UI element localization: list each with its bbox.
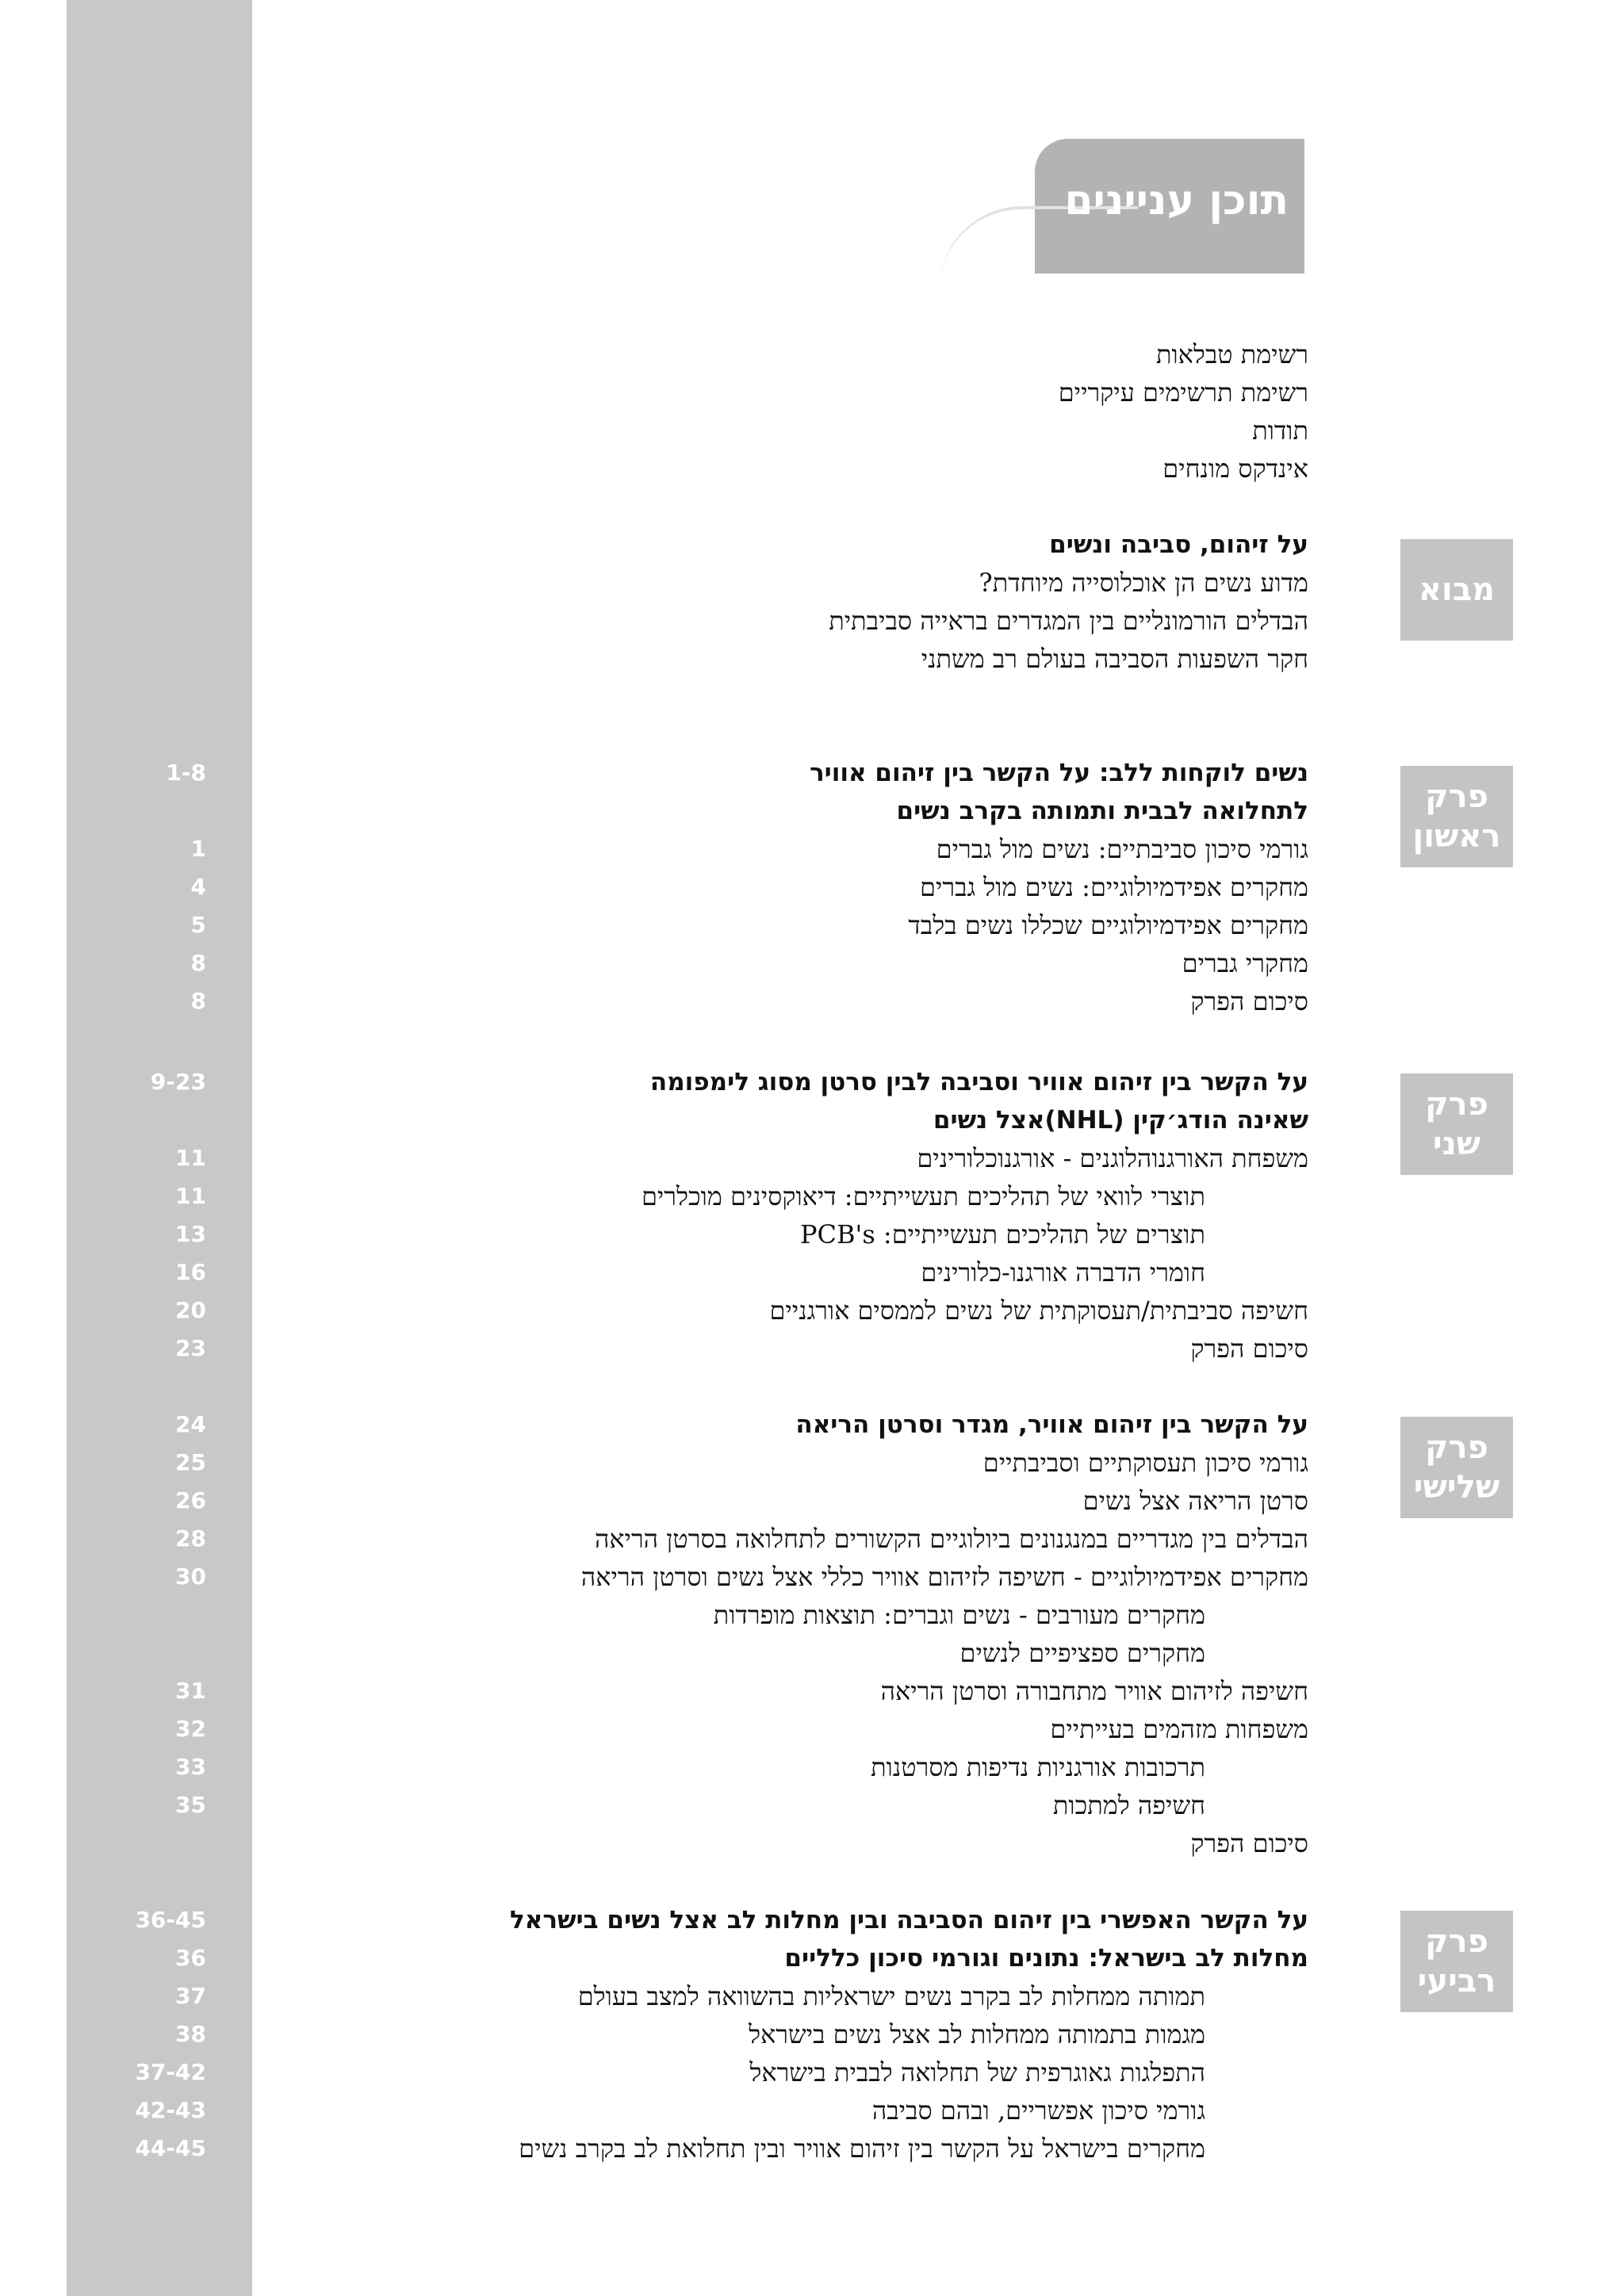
page-title: תוכן עניינים bbox=[1064, 177, 1289, 224]
front-matter-item: רשימת תרשימים עיקריים bbox=[1058, 377, 1308, 408]
entry-page-number: 8 bbox=[190, 988, 206, 1014]
front-matter-item: אינדקס מונחים bbox=[1162, 453, 1308, 484]
entry-page-number: 32 bbox=[175, 1716, 206, 1742]
entry-page-number: 37 bbox=[175, 1983, 206, 2009]
entry-page-number: 11 bbox=[175, 1183, 206, 1209]
entry-page-number: 35 bbox=[175, 1792, 206, 1818]
chapter-tab-label: פרק bbox=[1425, 1429, 1488, 1466]
toc-entry: סיכום הפרק bbox=[1190, 1828, 1308, 1858]
toc-entry: גורמי סיכון אפשריים, ובהם סביבה bbox=[871, 2095, 1205, 2126]
entry-page-number: 44-45 bbox=[135, 2135, 206, 2161]
entry-page-number: 37-42 bbox=[135, 2059, 206, 2085]
toc-entry: מחקרים אפידמיולוגיים: נשים מול גברים bbox=[920, 872, 1308, 902]
toc-entry: מחקרים בישראל על הקשר בין זיהום אוויר ובין תחלואת לב בקרב נשים bbox=[519, 2133, 1205, 2164]
chapter-tab bbox=[1400, 1911, 1513, 2012]
chapter-tab bbox=[1400, 539, 1513, 641]
chapter-tab-label: רביעי bbox=[1417, 1963, 1496, 1999]
section-heading: מחלות לב בישראל: נתונים וגורמי סיכון כלליים bbox=[784, 1944, 1308, 1973]
entry-page-number: 38 bbox=[175, 2021, 206, 2047]
heading-page-number: 36-45 bbox=[135, 1907, 206, 1933]
toc-entry: מגמות בתמותה ממחלות לב אצל נשים בישראל bbox=[749, 2019, 1205, 2049]
entry-page-number: 31 bbox=[175, 1678, 206, 1704]
toc-entry: מחקרים אפידמיולוגיים - חשיפה לזיהום אוויר כללי אצל נשים וסרטן הריאה bbox=[580, 1562, 1308, 1592]
entry-page-number: 16 bbox=[175, 1259, 206, 1285]
toc-entry: התפלגות גאוגרפית של תחלואה לבבית בישראל bbox=[749, 2057, 1205, 2087]
toc-entry: הבדלים הורמונליים בין המגדרים בראייה סביבתית bbox=[829, 606, 1308, 636]
toc-entry: סיכום הפרק bbox=[1190, 1334, 1308, 1364]
toc-entry: משפחות מזהמים בעייתיים bbox=[1050, 1714, 1308, 1744]
title-tab bbox=[1035, 139, 1304, 274]
chapter-tab bbox=[1400, 766, 1513, 867]
entry-page-number: 8 bbox=[190, 950, 206, 976]
section-heading: נשים לוקחות ללב: על הקשר בין זיהום אוויר bbox=[809, 759, 1308, 787]
section-heading: לתחלואה לבבית ותמותה בקרב נשים bbox=[896, 797, 1308, 825]
entry-page-number: 26 bbox=[175, 1487, 206, 1513]
chapter-tab-label: שני bbox=[1432, 1126, 1481, 1162]
chapter-tab-label: פרק bbox=[1425, 1923, 1488, 1960]
section-heading: על הקשר האפשרי בין זיהום הסביבה ובין מחלות לב אצל נשים בישראל bbox=[510, 1906, 1308, 1934]
section-heading: על הקשר בין זיהום אוויר וסביבה לבין סרטן מסוג לימפומה bbox=[649, 1068, 1308, 1096]
heading-page-number: 24 bbox=[175, 1411, 206, 1437]
toc-entry: מחקרים מעורבים - נשים וגברים: תוצאות מופרדות bbox=[713, 1600, 1205, 1630]
toc-entry: תמותה ממחלות לב בקרב נשים ישראליות בהשוואה למצב בעולם bbox=[577, 1981, 1205, 2011]
chapter-tab-label: שלישי bbox=[1413, 1469, 1500, 1506]
entry-page-number: 25 bbox=[175, 1449, 206, 1475]
chapter-tab-label: ראשון bbox=[1412, 818, 1501, 855]
front-matter-item: רשימת טבלאות bbox=[1155, 339, 1308, 369]
chapter-tab-label: מבוא bbox=[1418, 572, 1496, 608]
entry-page-number: 23 bbox=[175, 1335, 206, 1361]
toc-entry: הבדלים בין מגדריים במנגנונים ביולוגיים הקשורים לתחלואה בסרטן הריאה bbox=[594, 1524, 1308, 1554]
toc-entry: תרכובות אורגניות נדיפות מסרטנות bbox=[871, 1752, 1205, 1782]
entry-page-number: 20 bbox=[175, 1297, 206, 1323]
entry-page-number: 30 bbox=[175, 1563, 206, 1590]
entry-page-number: 11 bbox=[175, 1145, 206, 1171]
section-heading: על זיהום, סביבה ונשים bbox=[1049, 530, 1308, 559]
toc-entry: משפחת האורגנוהלוגנים - אורגנוכלורינים bbox=[917, 1143, 1308, 1173]
entry-page-number: 5 bbox=[190, 912, 206, 938]
chapter-tab bbox=[1400, 1073, 1513, 1175]
heading-page-number: 1-8 bbox=[166, 760, 206, 786]
section-heading: על הקשר בין זיהום אוויר, מגדר וסרטן הריאה bbox=[795, 1410, 1308, 1439]
entry-page-number: 42-43 bbox=[135, 2097, 206, 2123]
entry-page-number: 28 bbox=[175, 1525, 206, 1552]
toc-entry: חשיפה סביבתית/תעסוקתית של נשים לממסים אורגניים bbox=[769, 1295, 1308, 1326]
heading-page-number: 9-23 bbox=[150, 1069, 206, 1095]
chapter-tab-label: פרק bbox=[1425, 1086, 1488, 1123]
toc-entry: חקר השפעות הסביבה בעולם רב משתני bbox=[921, 644, 1308, 674]
entry-page-number: 33 bbox=[175, 1754, 206, 1780]
chapter-tab-label: פרק bbox=[1425, 779, 1488, 815]
chapter-tab bbox=[1400, 1417, 1513, 1518]
toc-entry: תוצרי לוואי של תהליכים תעשייתיים: דיאוקסינים מוכלרים bbox=[641, 1181, 1205, 1211]
toc-entry: סיכום הפרק bbox=[1190, 986, 1308, 1016]
toc-entry: חשיפה לזיהום אוויר מתחבורה וסרטן הריאה bbox=[880, 1676, 1308, 1706]
toc-entry: חשיפה למתכות bbox=[1052, 1790, 1205, 1820]
entry-page-number: 1 bbox=[190, 836, 206, 862]
toc-entry: חומרי הדברה אורגנו-כלורינים bbox=[921, 1257, 1205, 1288]
heading-page-number: 36 bbox=[175, 1945, 206, 1971]
toc-entry: סרטן הריאה אצל נשים bbox=[1082, 1486, 1308, 1516]
toc-entry: תוצרים של תהליכים תעשייתיים: PCB's bbox=[800, 1219, 1205, 1249]
toc-entry: גורמי סיכון תעסוקתיים וסביבתיים bbox=[982, 1448, 1308, 1478]
section-heading: שאינה הודג׳קין (NHL)אצל נשים bbox=[933, 1106, 1308, 1135]
toc-entry: מדוע נשים הן אוכלוסייה מיוחדת? bbox=[979, 568, 1308, 598]
toc-entry: מחקרים אפידמיולוגיים שכללו נשים בלבד bbox=[908, 910, 1308, 940]
entry-page-number: 13 bbox=[175, 1221, 206, 1247]
entry-page-number: 4 bbox=[190, 874, 206, 900]
toc-entry: גורמי סיכון סביבתיים: נשים מול גברים bbox=[936, 834, 1308, 864]
toc-entry: מחקרי גברים bbox=[1182, 948, 1308, 978]
toc-entry: מחקרים ספציפיים לנשים bbox=[959, 1638, 1205, 1668]
front-matter-item: תודות bbox=[1252, 415, 1308, 446]
